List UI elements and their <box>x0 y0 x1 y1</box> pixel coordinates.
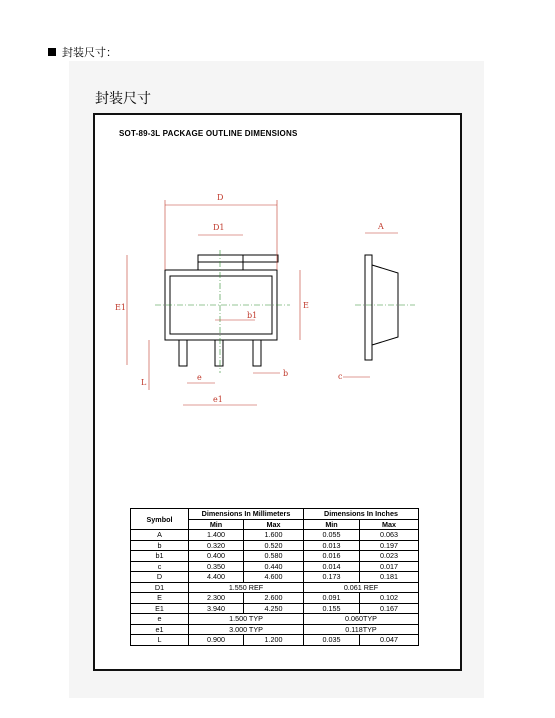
mm-header: Dimensions In Millimeters <box>189 509 304 520</box>
inch-min-cell: 0.016 <box>304 551 360 562</box>
inch-max-header: Max <box>360 519 419 530</box>
table-row <box>131 540 419 551</box>
mm-max-cell: 0.580 <box>244 551 304 562</box>
symbol-cell: D <box>131 572 189 583</box>
panel-title: 封装尺寸 <box>95 91 151 107</box>
package-outline-drawing <box>95 115 460 505</box>
inch-span-cell: 0.118TYP <box>304 624 419 635</box>
label-e1: e1 <box>213 395 223 404</box>
mm-max-header: Max <box>244 519 304 530</box>
symbol-cell: L <box>131 635 189 646</box>
drawing-frame <box>93 113 462 671</box>
top-view <box>165 255 278 366</box>
label-e: e <box>197 373 202 382</box>
table-row <box>131 603 419 614</box>
mm-min-cell: 2.300 <box>189 593 244 604</box>
inch-max-cell: 0.167 <box>360 603 419 614</box>
mm-min-cell: 0.350 <box>189 561 244 572</box>
mm-span-cell: 1.500 TYP <box>189 614 304 625</box>
mm-max-cell: 4.600 <box>244 572 304 583</box>
label-D1: D1 <box>213 223 225 232</box>
inch-max-cell: 0.197 <box>360 540 419 551</box>
symbol-cell: e <box>131 614 189 625</box>
package-figure-panel <box>69 61 484 698</box>
inch-span-cell: 0.061 REF <box>304 582 419 593</box>
table-row <box>131 551 419 562</box>
table-row <box>131 614 419 625</box>
tab-body <box>198 255 278 262</box>
table-row <box>131 572 419 583</box>
mm-min-cell: 0.320 <box>189 540 244 551</box>
mm-max-cell: 0.440 <box>244 561 304 572</box>
label-E: E <box>303 301 309 310</box>
mm-max-cell: 1.200 <box>244 635 304 646</box>
table-row <box>131 593 419 604</box>
mm-span-cell: 1.550 REF <box>189 582 304 593</box>
label-b: b <box>283 369 289 378</box>
symbol-cell: b1 <box>131 551 189 562</box>
table-row <box>131 635 419 646</box>
mm-max-cell: 1.600 <box>244 530 304 541</box>
mm-max-cell: 4.250 <box>244 603 304 614</box>
label-E1: E1 <box>115 303 126 312</box>
mm-min-cell: 0.900 <box>189 635 244 646</box>
lead-right <box>253 340 261 366</box>
mm-min-header: Min <box>189 519 244 530</box>
mm-min-cell: 4.400 <box>189 572 244 583</box>
mm-span-cell: 3.000 TYP <box>189 624 304 635</box>
label-b1: b1 <box>247 311 258 320</box>
label-c: c <box>338 372 343 381</box>
section-heading <box>48 44 117 60</box>
inch-min-cell: 0.055 <box>304 530 360 541</box>
inch-min-cell: 0.014 <box>304 561 360 572</box>
section-heading-label: 封装尺寸： <box>62 46 117 59</box>
mm-min-cell: 1.400 <box>189 530 244 541</box>
inch-min-cell: 0.173 <box>304 572 360 583</box>
dimensions-table-body <box>131 530 419 646</box>
inch-min-cell: 0.013 <box>304 540 360 551</box>
symbol-cell: D1 <box>131 582 189 593</box>
mm-min-cell: 0.400 <box>189 551 244 562</box>
side-view <box>365 255 398 360</box>
mm-max-cell: 2.600 <box>244 593 304 604</box>
inch-max-cell: 0.181 <box>360 572 419 583</box>
lead-left <box>179 340 187 366</box>
mm-min-cell: 3.940 <box>189 603 244 614</box>
side-profile <box>365 255 398 360</box>
inch-min-cell: 0.155 <box>304 603 360 614</box>
inch-min-cell: 0.091 <box>304 593 360 604</box>
inch-max-cell: 0.047 <box>360 635 419 646</box>
inch-max-cell: 0.023 <box>360 551 419 562</box>
table-row <box>131 624 419 635</box>
table-row <box>131 530 419 541</box>
dimensions-table <box>130 508 419 646</box>
lead-center <box>215 340 223 366</box>
symbol-cell: E <box>131 593 189 604</box>
symbol-cell: A <box>131 530 189 541</box>
square-bullet-icon <box>48 48 56 56</box>
inch-max-cell: 0.102 <box>360 593 419 604</box>
inch-max-cell: 0.063 <box>360 530 419 541</box>
inch-span-cell: 0.060TYP <box>304 614 419 625</box>
symbol-header: Symbol <box>131 509 189 530</box>
label-A: A <box>378 222 384 231</box>
inch-min-header: Min <box>304 519 360 530</box>
table-row <box>131 582 419 593</box>
inch-header: Dimensions In Inches <box>304 509 419 520</box>
symbol-cell: E1 <box>131 603 189 614</box>
symbol-cell: e1 <box>131 624 189 635</box>
label-D: D <box>217 193 224 202</box>
drawing-title: SOT-89-3L PACKAGE OUTLINE DIMENSIONS <box>119 129 298 138</box>
symbol-cell: c <box>131 561 189 572</box>
inch-max-cell: 0.017 <box>360 561 419 572</box>
table-row <box>131 561 419 572</box>
label-L: L <box>141 378 147 387</box>
mm-max-cell: 0.520 <box>244 540 304 551</box>
symbol-cell: b <box>131 540 189 551</box>
inch-min-cell: 0.035 <box>304 635 360 646</box>
